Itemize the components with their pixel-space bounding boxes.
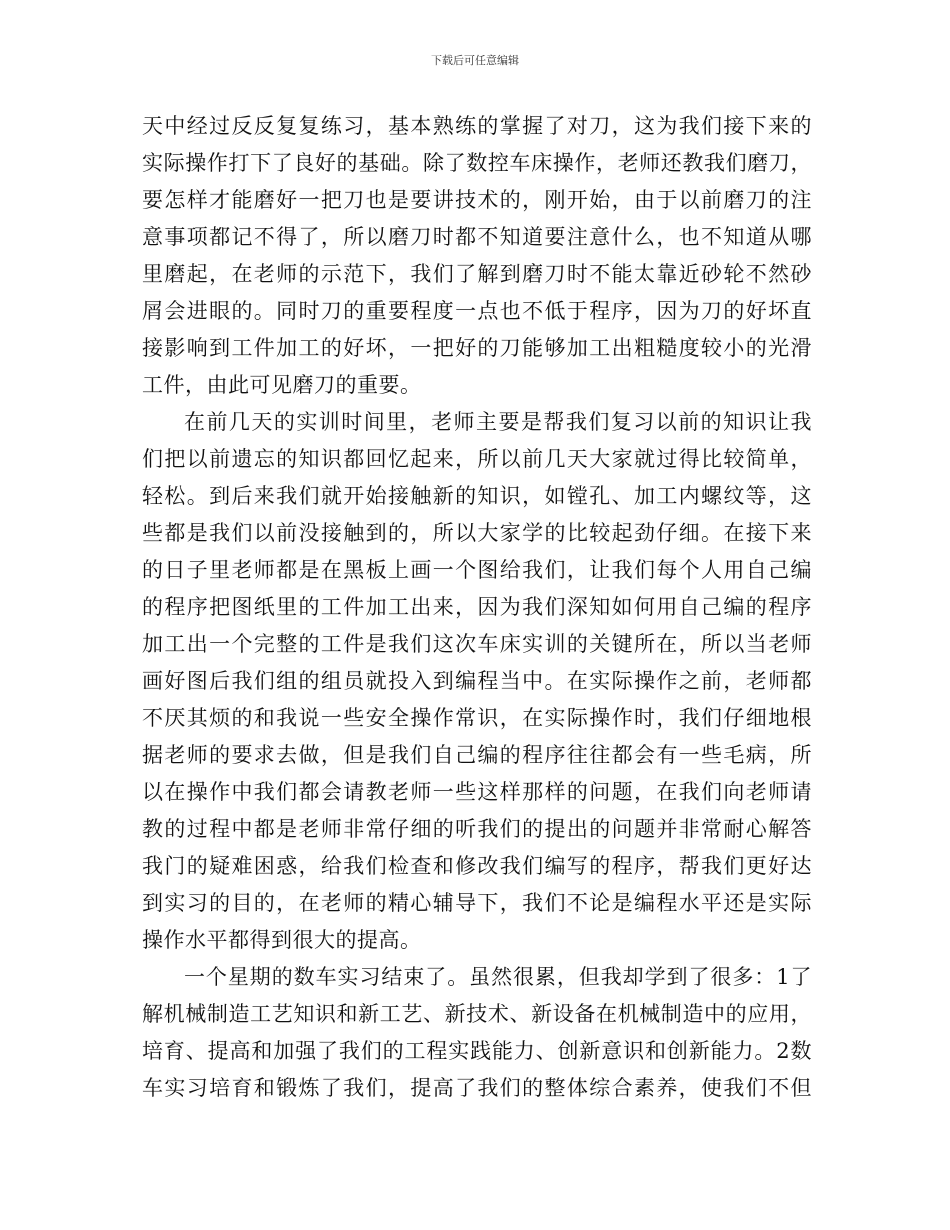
text-line: 我门的疑难困惑，给我们检查和修改我们编写的程序，帮我们更好达 bbox=[142, 854, 812, 878]
text-line: 的日子里老师都是在黑板上画一个图给我们，让我们每个人用自己编 bbox=[142, 558, 812, 582]
text-line: 加工出一个完整的工件是我们这次车床实训的关键所在，所以当老师 bbox=[142, 632, 812, 656]
text-line: 的程序把图纸里的工件加工出来，因为我们深知如何用自己编的程序 bbox=[142, 595, 812, 619]
text-line: 屑会进眼的。同时刀的重要程度一点也不低于程序，因为刀的好坏直 bbox=[142, 299, 812, 323]
text-line: 们把以前遗忘的知识都回忆起来，所以前几天大家就过得比较简单， bbox=[142, 447, 812, 471]
text-line: 解机械制造工艺知识和新工艺、新技术、新设备在机械制造中的应用， bbox=[142, 1002, 812, 1026]
paragraph-2 bbox=[142, 404, 812, 959]
text-line: 天中经过反反复复练习，基本熟练的掌握了对刀，这为我们接下来的 bbox=[142, 114, 812, 138]
text-line: 在前几天的实训时间里，老师主要是帮我们复习以前的知识让我 bbox=[184, 410, 812, 434]
text-line: 里磨起，在老师的示范下，我们了解到磨刀时不能太靠近砂轮不然砂 bbox=[142, 262, 812, 286]
text-line: 以在操作中我们都会请教老师一些这样那样的问题，在我们向老师请 bbox=[142, 780, 812, 804]
text-line: 到实习的目的，在老师的精心辅导下，我们不论是编程水平还是实际 bbox=[142, 891, 812, 915]
paragraph-3 bbox=[142, 959, 812, 1107]
paragraph-1 bbox=[142, 108, 812, 404]
text-line: 不厌其烦的和我说一些安全操作常识，在实际操作时，我们仔细地根 bbox=[142, 706, 812, 730]
text-line: 轻松。到后来我们就开始接触新的知识，如镗孔、加工内螺纹等，这 bbox=[142, 484, 812, 508]
text-line: 一个星期的数车实习结束了。虽然很累，但我却学到了很多：1了 bbox=[184, 965, 812, 989]
text-line: 据老师的要求去做，但是我们自己编的程序往往都会有一些毛病，所 bbox=[142, 743, 812, 767]
text-line: 工件，由此可见磨刀的重要。 bbox=[142, 373, 422, 397]
document-body bbox=[142, 108, 812, 1107]
text-line: 实际操作打下了良好的基础。除了数控车床操作，老师还教我们磨刀， bbox=[142, 151, 812, 175]
page-header: 下载后可任意编辑 bbox=[431, 54, 519, 67]
text-line: 要怎样才能磨好一把刀也是要讲技术的，刚开始，由于以前磨刀的注 bbox=[142, 188, 812, 212]
text-line: 培育、提高和加强了我们的工程实践能力、创新意识和创新能力。2数 bbox=[142, 1039, 812, 1063]
text-line: 教的过程中都是老师非常仔细的听我们的提出的问题并非常耐心解答 bbox=[142, 817, 812, 841]
text-line: 画好图后我们组的组员就投入到编程当中。在实际操作之前，老师都 bbox=[142, 669, 812, 693]
text-line: 接影响到工件加工的好坏，一把好的刀能够加工出粗糙度较小的光滑 bbox=[142, 336, 812, 360]
text-line: 些都是我们以前没接触到的，所以大家学的比较起劲仔细。在接下来 bbox=[142, 521, 812, 545]
text-line: 操作水平都得到很大的提高。 bbox=[142, 928, 422, 952]
text-line: 车实习培育和锻炼了我们，提高了我们的整体综合素养，使我们不但 bbox=[142, 1076, 812, 1100]
text-line: 意事项都记不得了，所以磨刀时都不知道要注意什么，也不知道从哪 bbox=[142, 225, 812, 249]
